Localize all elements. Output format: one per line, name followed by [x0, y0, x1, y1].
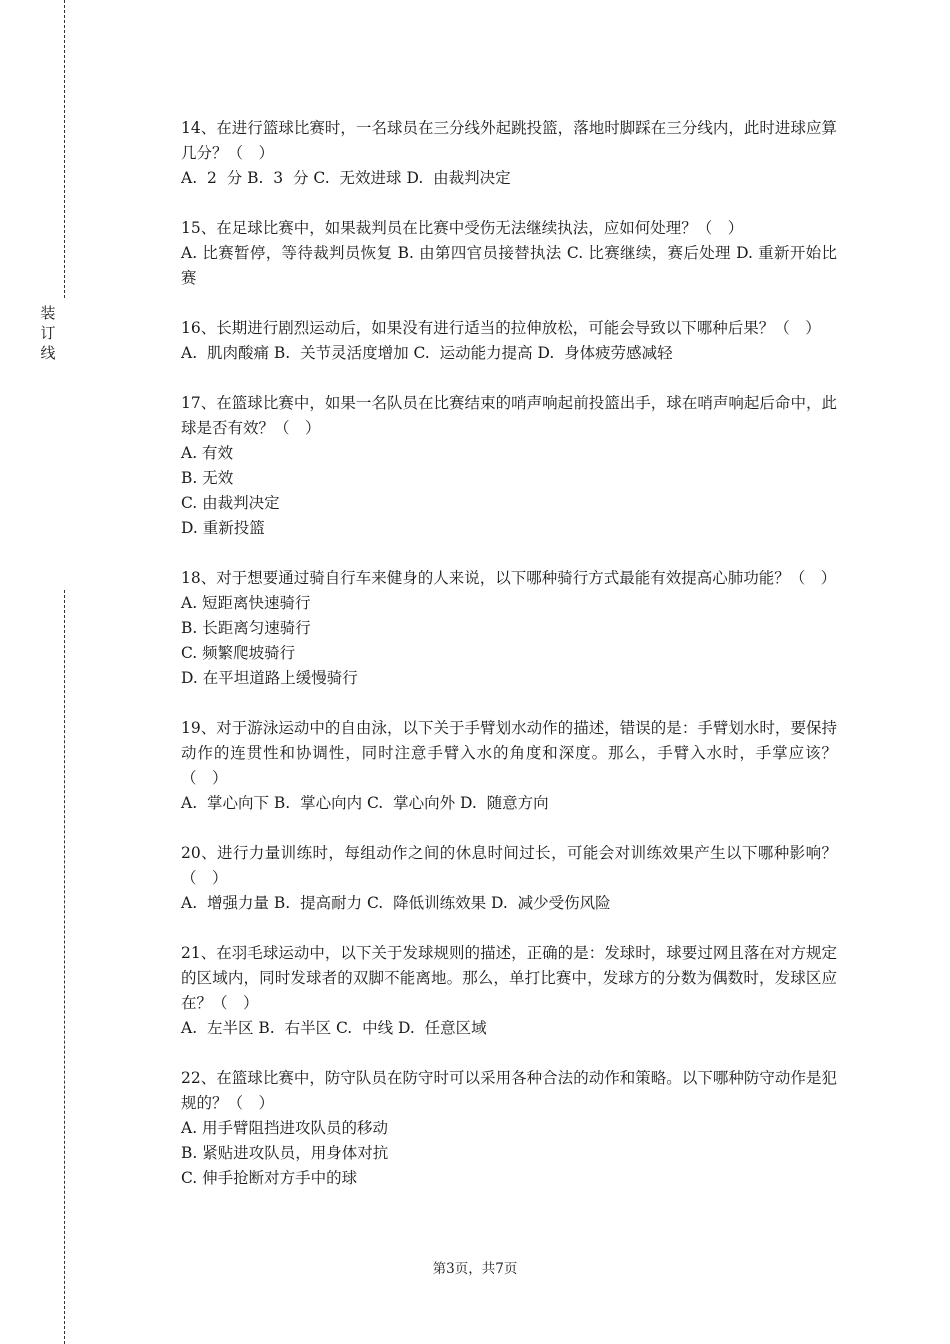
- option-c: C. 频繁爬坡骑行: [181, 644, 296, 662]
- binding-label-char: 线: [40, 344, 56, 362]
- option-d: D. 在平坦道路上缓慢骑行: [181, 669, 358, 687]
- question-text: 14、在进行篮球比赛时，一名球员在三分线外起跳投篮，落地时脚踩在三分线内，此时进球应算几分？（ ）: [181, 119, 837, 162]
- option-b: B. 长距离匀速骑行: [181, 619, 311, 637]
- question-list: [181, 116, 837, 1216]
- binding-label-char: 订: [40, 324, 56, 342]
- question-17: [181, 391, 837, 541]
- question-15: [181, 216, 837, 291]
- question-options: A. 掌心向下 B. 掌心向内 C. 掌心向外 D. 随意方向: [181, 794, 549, 812]
- option-a: A. 用手臂阻挡进攻队员的移动: [181, 1119, 389, 1137]
- question-options: A. 增强力量 B. 提高耐力 C. 降低训练效果 D. 减少受伤风险: [181, 894, 611, 912]
- binding-dashed-line-top: [64, 0, 65, 298]
- option-c: C. 由裁判决定: [181, 494, 280, 512]
- option-a: A. 有效: [181, 444, 234, 462]
- question-20: [181, 841, 837, 916]
- question-options: A. 比赛暂停，等待裁判员恢复 B. 由第四官员接替执法 C. 比赛继续，赛后处理 D. 重新开始比赛: [181, 244, 837, 287]
- question-text: 17、在篮球比赛中，如果一名队员在比赛结束的哨声响起前投篮出手，球在哨声响起后命中，此球是否有效？（ ）: [181, 394, 837, 437]
- question-text: 20、进行力量训练时，每组动作之间的休息时间过长，可能会对训练效果产生以下哪种影响？（ ）: [181, 844, 837, 887]
- question-text: 16、长期进行剧烈运动后，如果没有进行适当的拉伸放松，可能会导致以下哪种后果？（ ）: [181, 319, 821, 337]
- binding-line-label: [38, 303, 58, 363]
- page-number-footer: 第3页，共7页: [432, 1261, 518, 1277]
- option-b: B. 紧贴进攻队员，用身体对抗: [181, 1144, 389, 1162]
- option-d: D. 重新投篮: [181, 519, 265, 537]
- question-19: [181, 716, 837, 816]
- question-14: [181, 116, 837, 191]
- question-text: 19、对于游泳运动中的自由泳，以下关于手臂划水动作的描述，错误的是：手臂划水时，要保持动作的连贯性和协调性，同时注意手臂入水的角度和深度。那么，手臂入水时，手掌应该？（ ）: [181, 719, 837, 787]
- option-c: C. 伸手抢断对方手中的球: [181, 1169, 358, 1187]
- question-text: 22、在篮球比赛中，防守队员在防守时可以采用各种合法的动作和策略。以下哪种防守动作是犯规的？（ ）: [181, 1069, 837, 1112]
- question-22: [181, 1066, 837, 1191]
- question-options: A. 肌肉酸痛 B. 关节灵活度增加 C. 运动能力提高 D. 身体疲劳感减轻: [181, 344, 673, 362]
- option-a: A. 短距离快速骑行: [181, 594, 311, 612]
- question-text: 15、在足球比赛中，如果裁判员在比赛中受伤无法继续执法，应如何处理？（ ）: [181, 219, 744, 237]
- question-16: [181, 316, 837, 366]
- question-21: [181, 941, 837, 1041]
- question-options: A. 2 分 B. 3 分 C. 无效进球 D. 由裁判决定: [181, 169, 511, 187]
- question-text: 18、对于想要通过骑自行车来健身的人来说，以下哪种骑行方式最能有效提高心肺功能？（ ）: [181, 569, 837, 587]
- binding-label-char: 装: [40, 304, 56, 322]
- option-b: B. 无效: [181, 469, 234, 487]
- question-text: 21、在羽毛球运动中，以下关于发球规则的描述，正确的是：发球时，球要过网且落在对方规定的区域内，同时发球者的双脚不能离地。那么，单打比赛中，发球方的分数为偶数时，发球区应在？（ ）: [181, 944, 837, 1012]
- question-options: A. 左半区 B. 右半区 C. 中线 D. 任意区域: [181, 1019, 487, 1037]
- question-18: [181, 566, 837, 691]
- binding-dashed-line-bottom: [64, 590, 65, 1344]
